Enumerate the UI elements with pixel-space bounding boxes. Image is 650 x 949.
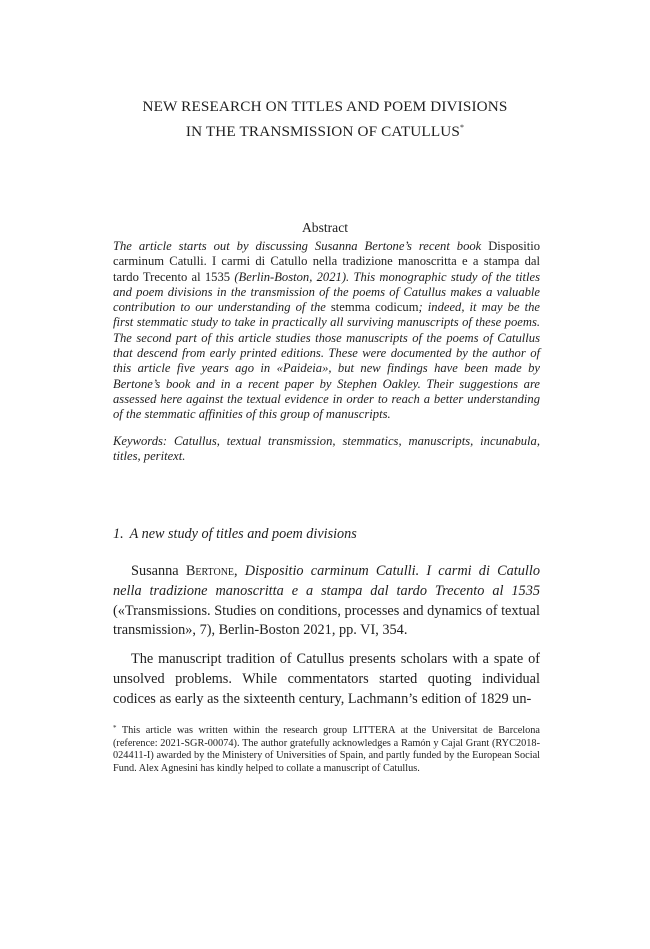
review-citation [113,562,540,641]
footnote-text: This article was written within the research group LITTERA at the Universitat de Barcelona (reference: 2021-SGR-00074). The author gratefully acknowledges a Ramón y Cajal Grant (RYC2018-024411-I) awarded by the Ministery of Universities of Spain, and partly funded by the European Social Fund. Alex Agnesini has kindly helped to collate a manuscript of Catullus. [113,725,540,774]
abstract-text-1: The article starts out by discussing Susanna Bertone’s recent book [113,239,489,253]
article-title [70,96,580,142]
keywords: Keywords: Catullus, textual transmission, stemmatics, manuscripts, incunabula, titles, peritext. [113,434,540,464]
title-line-2-text: IN THE TRANSMISSION OF CATULLUS [185,123,460,140]
review-book-title: Dispositio carminum Catulli. I carmi di Catullo nella tradizione manoscritta e a stampa dal tardo Trecento al 1535 [113,563,540,599]
section-title: A new study of titles and poem divisions [129,526,357,542]
section-number: 1. [113,526,124,542]
review-author-last: Bertone [185,563,235,579]
footnote [113,722,540,775]
footnote-marker: * [113,724,117,732]
body-paragraph: The manuscript tradition of Catullus presents scholars with a spate of unsolved problems. While commentators started quoting individual codices as early as the sixteenth century, Lachmann’s edition of 1829 un- [113,651,540,707]
abstract-text-2: (Berlin-Boston, 2021). This monographic study of the titles and poem divisions in the transmission of the poems of Catullus makes a valuable contribution to our understanding of the [113,269,540,315]
title-line-1: NEW RESEARCH ON TITLES AND POEM DIVISIONS [142,98,508,115]
title-line-2 [70,117,580,142]
abstract-stemma-term: stemma codicum [330,300,419,315]
abstract-book-title: Dispositio carminum Catulli. I carmi di Catullo nella tradizione manoscritta e a stampa dal tardo Trecento al 1535 [113,239,540,284]
review-details: («Transmissions. Studies on conditions, processes and dynamics of textual transmission», 7), Berlin-Boston 2021, pp. VI, 354. [113,602,540,639]
abstract-body [113,239,540,423]
title-footnote-marker[interactable]: * [459,123,465,132]
abstract-text-3: ; indeed, it may be the first stemmatic study to take in practically all surviving manuscripts of these poems. The second part of this article studies those manuscripts of the poems of Catullus that descend from early printed editions. These were documented by the author of this article five years ago in «Paideia», but new findings have been made by Bertone’s book and in a recent paper by Stephen Oakley. Their suggestions are assessed here against the textual evidence in order to reach a better understanding of the stemmatic affinities of this group of manuscripts. [113,300,541,422]
section-heading [113,526,540,543]
review-author-first: Susanna [131,563,186,579]
review-comma: , [234,563,245,579]
abstract-heading: Abstract [301,220,349,235]
